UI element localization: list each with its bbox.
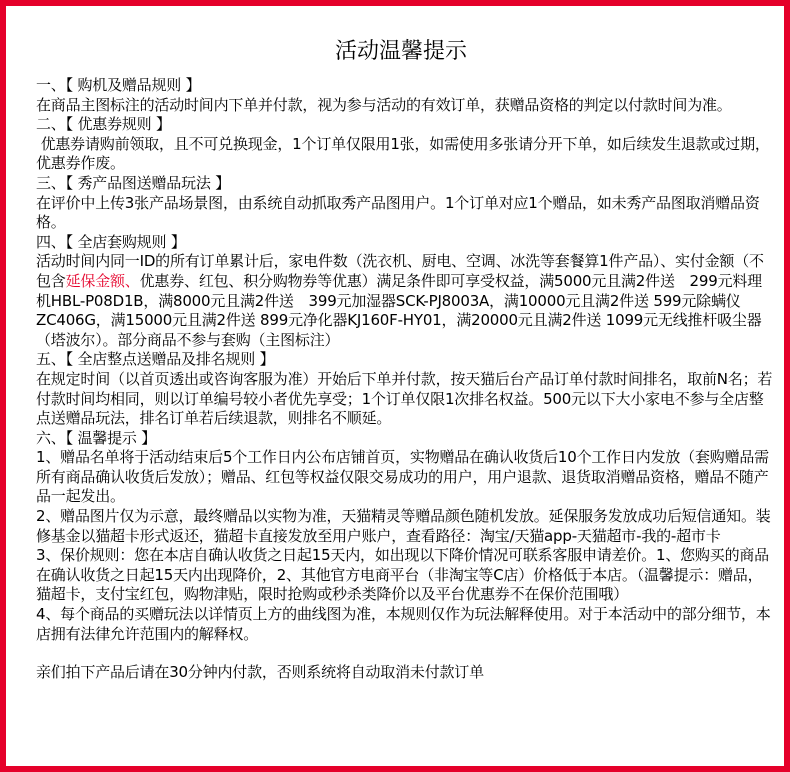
section-4-highlight: 延保金额、 <box>65 271 140 290</box>
section-4-body-part1: 活动时间内同一ID的所有订单累计后，家电件数（洗衣机、厨电、空调、冰洗等套餐算1件产品）、实付金额（不包含 <box>36 252 764 290</box>
section-5-body: 在规定时间（以首页透出或咨询客服为准）开始后下单并付款，按天猫后台产品订单付款时间排名，取前N名；若付款时间均相同，则以订单编号较小者优先享受；1个订单仅限1次排名权益。500元以下大小家电不参与全店整点送赠品玩法，排名订单若后续退款，则排名不顺延。 <box>36 369 773 428</box>
section-6-item-4: 4、每个商品的买赠玩法以详情页上方的曲线图为准，本规则仅作为玩法解释使用。对于本活动中的部分细节，本店拥有法律允许范围内的解释权。 <box>36 605 771 643</box>
section-3-body: 在评价中上传3张产品场景图，由系统自动抓取秀产品图用户。1个订单对应1个赠品，如未秀产品图取消赠品资格。 <box>36 193 760 232</box>
section-2-body: 优惠券请购前领取，且不可兑换现金，1个订单仅限用1张，如需使用多张请分开下单，如后续发生退款或过期，优惠券作废。 <box>36 134 770 173</box>
rules-content <box>36 76 776 683</box>
section-6-item-1: 1、赠品名单将于活动结束后5个工作日内公布店铺首页，实物赠品在确认收货后10个工作日内发放（套购赠品需所有商品确认收货后发放）；赠品、红包等权益仅限交易成功的用户，用户退款、退货取消赠品资格，赠品不随产品一起发出。 <box>36 448 769 506</box>
section-1-heading: 一、【 购机及赠品规则 】 <box>36 76 201 94</box>
section-3-heading: 三、【 秀产品图送赠品玩法 】 <box>36 173 231 192</box>
section-4-body <box>36 252 776 350</box>
section-1-body: 在商品主图标注的活动时间内下单并付款，视为参与活动的有效订单，获赠品资格的判定以付款时间为准。 <box>36 95 732 114</box>
section-4-heading: 四、【 全店套购规则 】 <box>36 232 186 251</box>
page-title: 活动温馨提示 <box>334 39 467 64</box>
section-6-heading: 六、【 温馨提示 】 <box>36 428 157 447</box>
section-4-body-part2: 优惠券、红包、积分购物券等优惠）满足条件即可享受权益，满5000元且满2件送 299元料理机HBL-P08D1B，满8000元且满2件送 399元加湿器SCK-PJ8003A，满10000元且满2件送 599元除螨仪ZC406G，满15000元且满2件送 899元净化器KJ160F-HY01，满20000元且满2件送 1099元无线推杆吸尘器（塔波尔）。部分商品不参与套购（主图标注） <box>36 271 762 349</box>
section-5-heading: 五、【 全店整点送赠品及排名规则 】 <box>36 350 275 369</box>
section-6-item-3: 3、保价规则：您在本店自确认收货之日起15天内，如出现以下降价情况可联系客服申请差价。1、您购买的商品在确认收货之日起15天内出现降价，2、其他官方电商平台（非淘宝等C店）价格低于本店。（温馨提示：赠品，猫超卡，支付宝红包，购物津贴，限时抢购或秒杀类降价以及平台优惠券不在保价范围哦） <box>36 546 769 604</box>
section-2-heading: 二、【 优惠券规则 】 <box>36 115 171 134</box>
spacer <box>36 644 776 663</box>
section-6-item-2: 2、赠品图片仅为示意，最终赠品以实物为准，天猫精灵等赠品颜色随机发放。延保服务发放成功后短信通知。装修基金以猫超卡形式返还，猫超卡直接发放至用户账户，查看路径：淘宝/天猫app-天猫超市-我的-超市卡 <box>36 507 771 545</box>
footer-note: 亲们拍下产品后请在30分钟内付款，否则系统将自动取消未付款订单 <box>36 663 484 682</box>
